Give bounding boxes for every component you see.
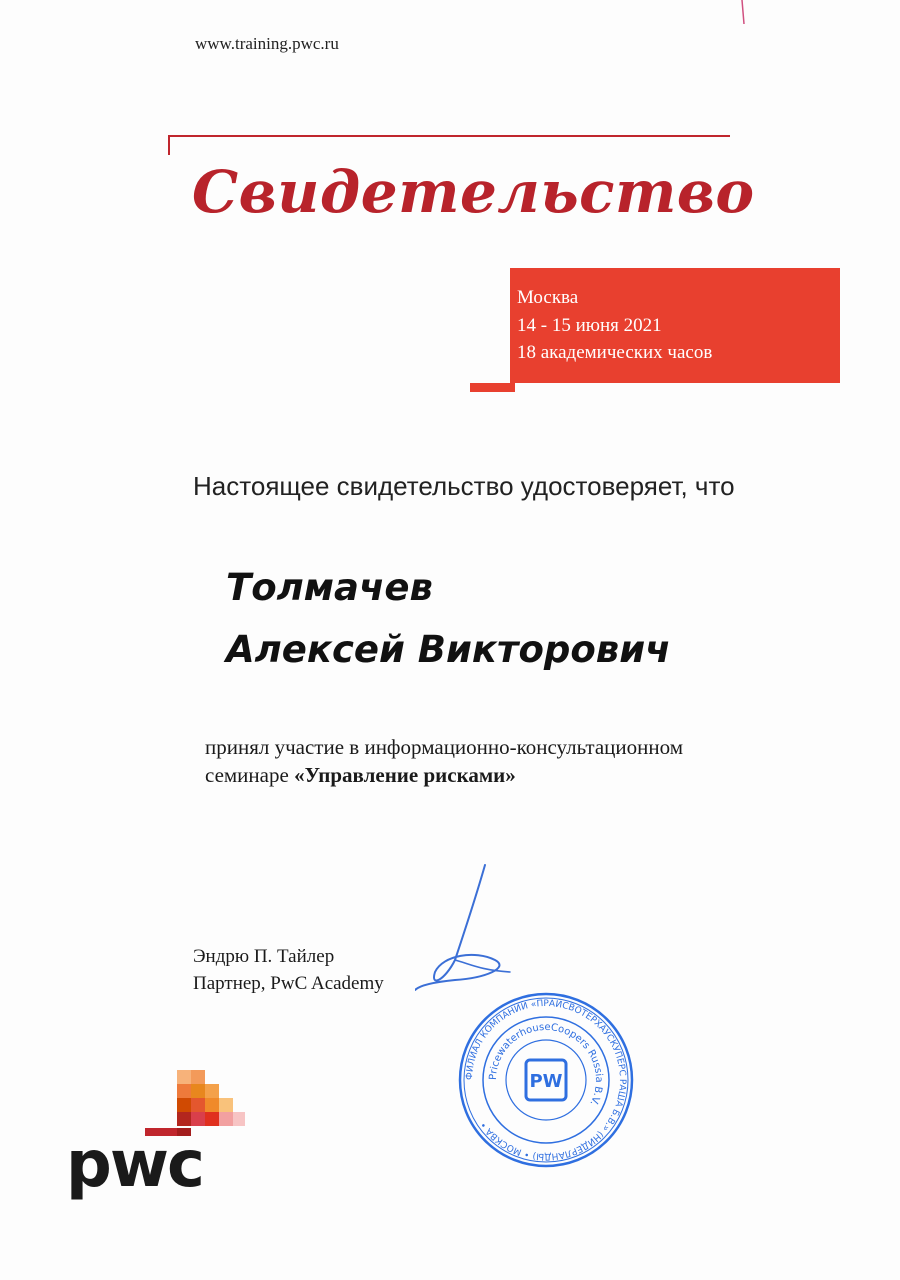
pwc-logo-text: pwc xyxy=(66,1128,203,1202)
handwritten-signature xyxy=(415,860,535,1000)
corner-pen-mark xyxy=(732,0,752,30)
recipient-given-names: Алексей Викторович xyxy=(226,628,671,671)
signatory-name: Эндрю П. Тайлер xyxy=(193,946,335,967)
info-city: Москва xyxy=(517,287,579,308)
info-box-tab xyxy=(470,383,515,392)
certificate-title: Свидетельство xyxy=(192,158,755,226)
svg-text:PricewaterhouseCoopers Russia xyxy=(488,1022,604,1107)
recipient-surname: Толмачев xyxy=(226,566,433,609)
title-top-rule xyxy=(168,135,730,137)
official-stamp xyxy=(455,990,637,1170)
website-url: www.training.pwc.ru xyxy=(195,34,339,53)
participation-line-1: принял участие в информационно-консультационном xyxy=(205,735,683,759)
stamp-center-monogram: PW xyxy=(529,1071,563,1092)
certifies-text: Настоящее свидетельство удостоверяет, что xyxy=(193,471,735,501)
title-left-rule xyxy=(168,135,170,155)
participation-line-2 xyxy=(205,763,516,788)
participation-prefix: семинаре xyxy=(205,763,289,787)
stamp-inner-text: PricewaterhouseCoopers Russia B.V. xyxy=(487,1021,605,1108)
info-dates: 14 - 15 июня 2021 xyxy=(517,315,662,336)
stamp-outer-text: ФИЛИАЛ КОМПАНИИ «ПРАЙСВОТЕРХАУСКУПЕРС РАША Б.В.» (НИДЕРЛАНДЫ) • МОСКВА • xyxy=(464,998,628,1162)
info-hours: 18 академических часов xyxy=(517,342,713,363)
seminar-name: «Управление рисками» xyxy=(294,763,516,787)
signatory-role: Партнер, PwC Academy xyxy=(193,973,384,994)
